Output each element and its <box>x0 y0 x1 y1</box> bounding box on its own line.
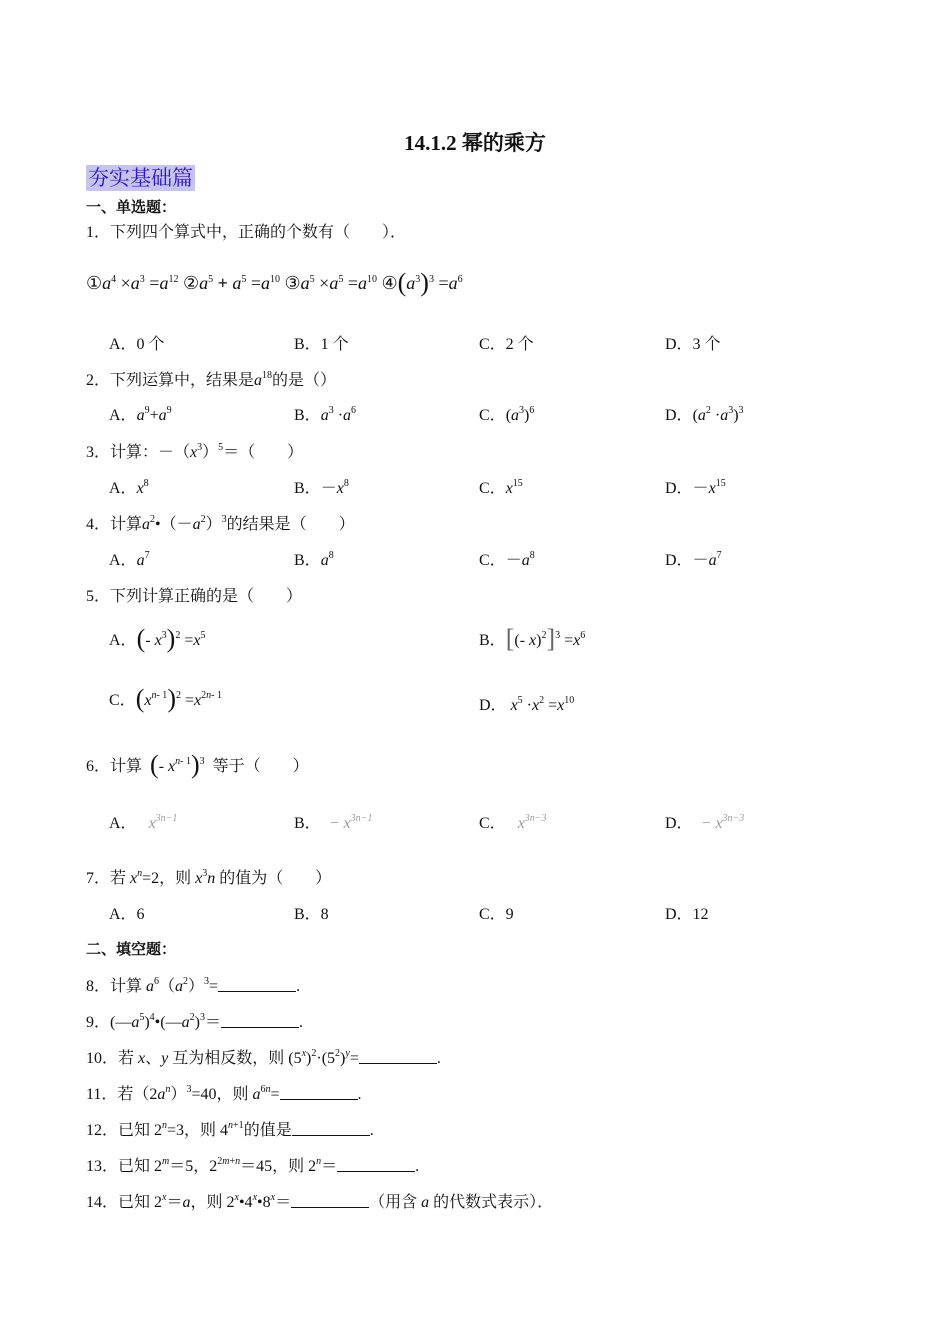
question-1-option-a[interactable]: A．0 个 <box>109 336 165 353</box>
question-1-option-c[interactable]: C．2 个 <box>479 336 534 353</box>
answer-blank-8[interactable] <box>218 977 296 992</box>
question-3-option-c[interactable]: C．$x^{15}$ <box>479 478 523 497</box>
section-heading-fill-blank: 二、填空题： <box>86 942 177 958</box>
question-8: 8．计算 $a^6(a^2)^3=$ . <box>86 976 301 995</box>
answer-blank-13[interactable] <box>337 1157 415 1172</box>
question-2-option-a[interactable]: A．$a^9+a^9$ <box>109 405 172 424</box>
question-7-option-d[interactable]: D．12 <box>665 906 709 923</box>
question-2-stem: 2．下列运算中，结果是$a^{18}$的是（） <box>86 370 337 389</box>
question-6-option-b[interactable]: B． − $x^{3n-1}$ <box>294 813 373 832</box>
question-1-stem: 1．下列四个算式中，正确的个数有（ ）． <box>86 224 407 241</box>
question-6-option-c[interactable]: C． $x^{3n-3}$ <box>479 813 547 832</box>
question-6-stem: 6．计算 (- $x^{n- 1})^3$ 等于（ ） <box>86 750 309 779</box>
question-14: 14．已知 $2^x=a$，则 $2^x•4^x•8^x=$ （用含 a 的代数式表示）． <box>86 1192 554 1211</box>
answer-blank-14[interactable] <box>291 1193 369 1208</box>
question-5-option-d[interactable]: D． $x^5 \cdot x^2 =x^{10}$ <box>479 695 575 714</box>
question-2-option-d[interactable]: D．$(a^2 \cdot a^3)^3$ <box>665 405 744 424</box>
question-1-option-b[interactable]: B．1 个 <box>294 336 349 353</box>
section-banner: 夯实基础篇 <box>88 166 193 190</box>
question-13: 13．已知 $2^m=5$，$2^{2m+n}=45$，则 $2^n=$ . <box>86 1156 420 1175</box>
question-11: 11．若$(2a^n)^3=40$，则 $a^{6n}=$ . <box>86 1084 362 1103</box>
answer-blank-12[interactable] <box>292 1121 370 1136</box>
question-7-stem: 7．若 $x^n=2$，则 $x^3n$ 的值为（ ） <box>86 868 332 887</box>
question-4-option-c[interactable]: C．$-a^8$ <box>479 550 535 569</box>
question-3-option-a[interactable]: A．$x^8$ <box>109 478 149 497</box>
question-10: 10．若 x、y 互为相反数，则 $(5^x)^2\cdot(5^2)^y=$ . <box>86 1048 441 1067</box>
question-3-option-d[interactable]: D．$-x^{15}$ <box>665 478 726 497</box>
question-1-option-d[interactable]: D．3 个 <box>665 336 721 353</box>
question-3-stem: 3．计算：$-(x^3)^5=$（ ） <box>86 442 304 461</box>
question-6-option-d[interactable]: D． − $x^{3n-3}$ <box>665 813 745 832</box>
question-7-option-a[interactable]: A．6 <box>109 906 145 923</box>
question-12: 12．已知 $2^n=3$，则 $4^{n+1}$的值是 . <box>86 1120 374 1139</box>
question-5-option-b[interactable]: B．[(- $x)^2]^3 =x^6$ <box>479 624 586 653</box>
question-9: 9．$(—a^5)^4•(—a^2)^3=$ . <box>86 1012 303 1031</box>
question-4-option-b[interactable]: B．$a^8$ <box>294 550 334 569</box>
question-5-stem: 5．下列计算正确的是（ ） <box>86 588 303 605</box>
question-7-option-b[interactable]: B．8 <box>294 906 329 923</box>
question-2-option-b[interactable]: B．$a^3 \cdot a^6$ <box>294 405 357 424</box>
question-5-option-c[interactable]: C．$(x^{n- 1})^2 =x^{2n- 1}$ <box>109 684 222 713</box>
section-heading-single-choice: 一、单选题： <box>86 200 177 216</box>
question-3-option-b[interactable]: B．$-x^8$ <box>294 478 349 497</box>
answer-blank-10[interactable] <box>359 1049 437 1064</box>
answer-blank-9[interactable] <box>221 1013 299 1028</box>
answer-blank-11[interactable] <box>280 1085 358 1100</box>
question-2-option-c[interactable]: C．$(a^3)^6$ <box>479 405 535 424</box>
question-4-stem: 4．计算$a^2•(-a^2)^3$的结果是（ ） <box>86 514 355 533</box>
question-7-option-c[interactable]: C．9 <box>479 906 514 923</box>
question-6-option-a[interactable]: A． $x^{3n-1}$ <box>109 813 178 832</box>
question-5-option-a[interactable]: A．(- $x^3)^2 =x^5$ <box>109 624 206 653</box>
question-4-option-a[interactable]: A．$a^7$ <box>109 550 150 569</box>
page-title: 14.1.2 幂的乘方 <box>404 131 546 155</box>
question-1-expressions: $①a^4 \times a^3 =a^{12}$ $②a^5 + a^5 =a^{10}$ $③a^5 \times a^5 =a^{10}$ $④(a^3)^3 =a^6$ <box>86 268 463 297</box>
question-4-option-d[interactable]: D．$-a^7$ <box>665 550 722 569</box>
